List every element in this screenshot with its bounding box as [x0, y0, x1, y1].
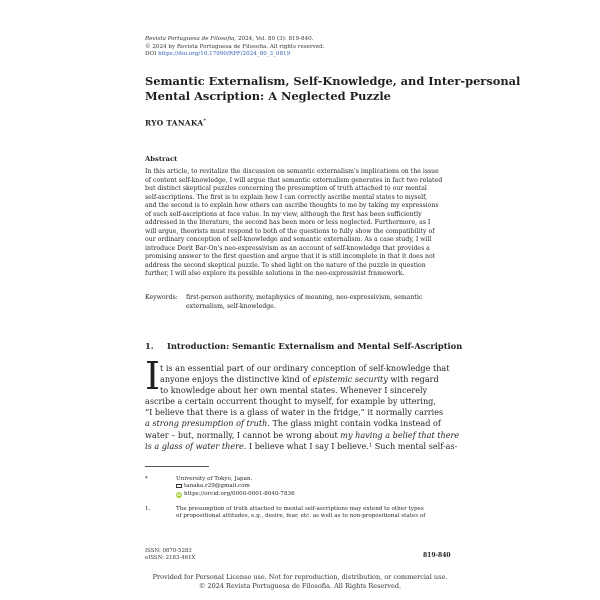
body-line: ascribe a certain occurrent thought to myself, for example by uttering, [145, 396, 436, 407]
article-title-line-2: Mental Ascription: A Neglected Puzzle [145, 88, 391, 103]
author-email[interactable]: tanaka.r29@gmail.com [184, 483, 250, 490]
body-line: t is an essential part of our ordinary conception of self-knowledge that [160, 363, 450, 373]
body-line: is a glass of water there. I believe what I say I believe.¹ Such mental self-as- [145, 440, 458, 451]
page-range: 819-840 [423, 552, 451, 559]
abstract-line: our ordinary conception of self-knowledge and semantic externalism. As a case study, I will [145, 236, 432, 243]
section-title: Introduction: Semantic Externalism and Mental Self-Ascription [167, 341, 463, 351]
drop-cap: I [145, 354, 161, 398]
body-line: a strong presumption of truth. The glass might contain vodka instead of [145, 418, 441, 429]
body-line: to knowledge about her own mental states. Whenever I sincerely [160, 385, 428, 396]
body-line: “I believe that there is a glass of water in the fridge,” it normally carries [145, 407, 444, 418]
orcid-icon: iD [176, 492, 182, 497]
issn-block [145, 548, 195, 562]
keywords-line-1: first-person authority, metaphysics of meaning, neo-expressivism, semantic [186, 294, 423, 301]
body-line: anyone enjoys the distinctive kind of epistemic security with regard [160, 374, 439, 385]
author-orcid-link[interactable]: https://orcid.org/0000-0001-8040-7836 [184, 490, 295, 497]
abstract-line: will argue, theorists must respond to both of the questions to fully show the compatibility of [145, 227, 435, 235]
abstract-body [145, 168, 459, 279]
abstract-line: addressed in the literature, the second has been more or less neglected. Furthermore, as I [145, 219, 431, 226]
footnote-star-mark: * [145, 476, 148, 482]
abstract-heading: Abstract [145, 155, 178, 163]
body-text [145, 363, 459, 452]
keywords-list [186, 294, 422, 311]
doi-link[interactable]: https://doi.org/10.17990/RPF/2024_80_3_0819 [158, 51, 291, 58]
email-icon [176, 484, 182, 489]
body-line: water – but, normally, I cannot be wrong about my having a belief that there [145, 429, 460, 440]
article-title-line-1: Semantic Externalism, Self-Knowledge, and Inter-personal [145, 74, 521, 88]
footnote-1-line-2: of propositional attitudes, e.g., desire, fear, etc. as well as to non-propositional states of [176, 513, 426, 520]
abstract-line: and the second is to explain how others can ascribe thoughts to me by taking my expressions [145, 202, 439, 209]
issn-electronic: eISSN: 2183-461X [145, 555, 196, 561]
abstract-line: introduce Dorit Bar-On's neo-expressivism as an account of self-knowledge that provides a [145, 244, 430, 252]
abstract-line: but distinct skeptical puzzles concerning the presumption of truth attached to our mental [145, 185, 427, 192]
abstract-line: further, I will also explore its possible solutions in the neo-expressivist framework. [145, 270, 405, 277]
author-footnote [176, 476, 295, 498]
footnote-1-line-1: The presumption of truth attached to mental self-ascriptions may extend to other types [176, 506, 424, 512]
abstract-line: of content self-knowledge, I will argue that semantic externalism generates in fact two related [145, 176, 443, 184]
keywords-label: Keywords: [145, 294, 178, 301]
author [145, 118, 206, 127]
doi-label: DOI [145, 51, 159, 58]
section-heading [145, 341, 462, 351]
license-footer [0, 573, 600, 590]
issn-print: ISSN: 0870-5283 [145, 548, 192, 554]
license-line-2: © 2024 Revista Portuguesa de Filosofia. All Rights Reserved. [198, 581, 402, 590]
footnote-1-mark: 1. [145, 506, 151, 512]
journal-name: Revista Portuguesa de Filosofia [145, 36, 235, 42]
author-name: RYO TANAKA [145, 118, 204, 128]
abstract-line: promising answer to the first question and argue that it is still incomplete in that it does not [145, 253, 436, 260]
article-title [145, 74, 520, 103]
abstract-line: In this article, to revitalize the discussion on semantic externalism's implications on the issue [145, 168, 439, 175]
footnote-1-text [176, 506, 425, 521]
journal-citation: , 2024, Vol. 80 (3): 819-840. [234, 36, 314, 42]
footnote-rule [145, 466, 209, 467]
abstract-line: address the second skeptical puzzle. To shed light on the nature of the puzzle in question [145, 261, 426, 269]
section-number: 1. [145, 341, 154, 351]
journal-header [145, 36, 324, 59]
author-footnote-mark[interactable]: * [203, 118, 207, 124]
abstract-line: of such self-ascriptions at face value. In my view, although the first has been sufficiently [145, 210, 422, 218]
journal-copyright: © 2024 by Revista Portuguesa de Filosofia. All rights reserved. [145, 43, 325, 50]
author-affiliation: University of Tokyo, Japan. [176, 476, 253, 482]
license-line-1: Provided for Personal License use. Not for reproduction, distribution, or commercial use. [152, 573, 448, 581]
abstract-line: self-ascriptions. The first is to explain how I can correctly ascribe mental states to myself, [145, 193, 428, 201]
keywords-line-2: externalism, self-knowledge. [186, 302, 276, 310]
